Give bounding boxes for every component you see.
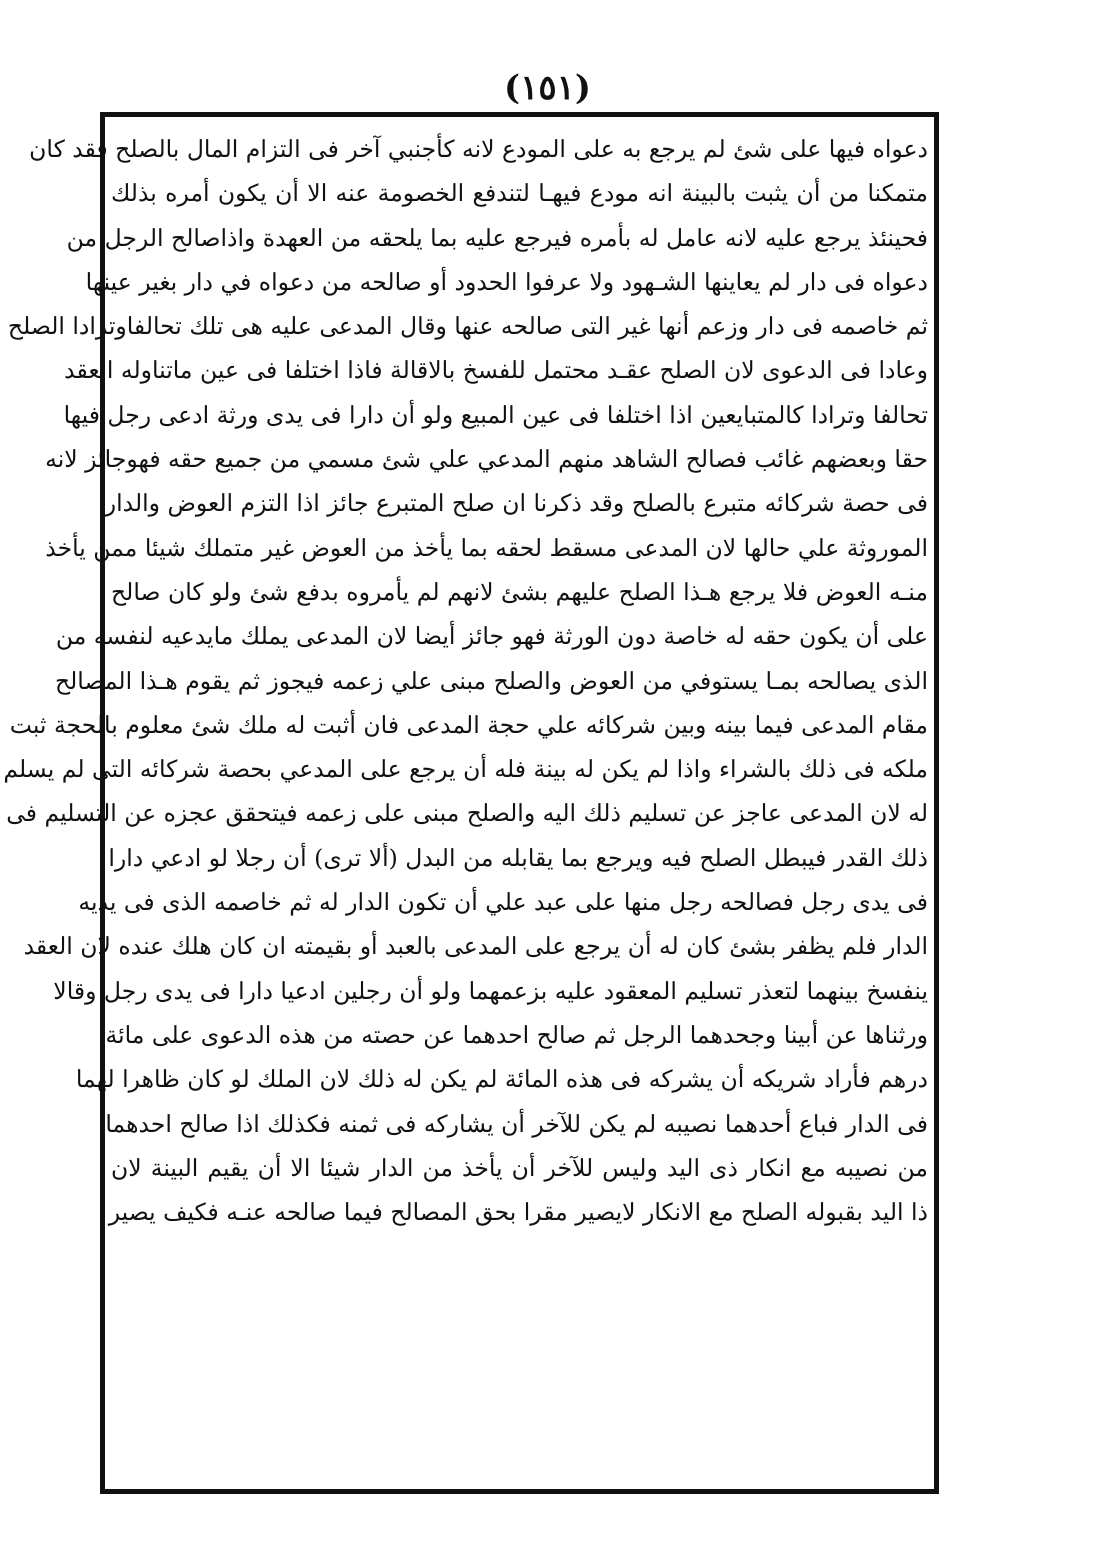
text-line: على أن يكون حقه له خاصة دون الورثة فهو جائز أيضا لان المدعى يملك مايدعيه لنفسه من (55, 622, 928, 651)
text-line: الموروثة علي حالها لان المدعى مسقط لحقه بما يأخذ من العوض غير متملك شيئا ممن يأخذ (45, 533, 928, 562)
text-line: حقا وبعضهم غائب فصالح الشاهد منهم المدعي علي شئ مسمي من جميع حقه فهوجائز لانه (45, 445, 928, 474)
text-line: ملكه فى ذلك بالشراء واذا لم يكن له بينة فله أن يرجع على المدعي بحصة شركائه التى لم يسلم (3, 755, 928, 784)
text-line: فى يدى رجل فصالحه رجل منها على عبد علي أن تكون الدار له ثم خاصمه الذى فى يديه (78, 888, 928, 917)
body-text (3, 127, 928, 1479)
page-number: (١٥١) (504, 68, 591, 108)
text-line: فى الدار فباع أحدهما نصيبه لم يكن للآخر أن يشاركه فى ثمنه فكذلك اذا صالح احدهما (105, 1109, 928, 1138)
text-line: ذا اليد بقبوله الصلح مع الانكار لايصير مقرا بحق المصالح فيما صالحه عنـه فكيف يصير (108, 1198, 928, 1227)
text-line: ورثناها عن أبينا وجحدهما الرجل ثم صالح احدهما عن حصته من هذه الدعوى على مائة (105, 1020, 928, 1049)
page-frame (3, 112, 939, 1494)
text-line: درهم فأراد شريكه أن يشركه فى هذه المائة لم يكن له ذلك لان الملك لو كان ظاهرا لهما (75, 1065, 928, 1094)
text-line: الدار فلم يظفر بشئ كان له أن يرجع على المدعى بالعبد أو بقيمته ان كان هلك عنده لان العقد (23, 932, 928, 961)
text-line: ذلك القدر فيبطل الصلح فيه ويرجع بما يقابله من البدل (ألا ترى) أن رجلا لو ادعي دارا (108, 843, 928, 872)
text-line: فى حصة شركائه متبرع بالصلح وقد ذكرنا ان صلح المتبرع جائز اذا التزم العوض والدار (104, 489, 928, 518)
text-line: تحالفا وترادا كالمتبايعين اذا اختلفا فى عين المبيع ولو أن دارا فى يدى ورثة ادعى رجل فيها (63, 400, 928, 429)
text-line: ينفسخ بينهما لتعذر تسليم المعقود عليه بزعمهما ولو أن رجلين ادعيا دارا فى يدى رجل وقالا (53, 976, 928, 1005)
text-line: وعادا فى الدعوى لان الصلح عقـد محتمل للفسخ بالاقالة فاذا اختلفا فى عين ماتناوله العقد (64, 356, 928, 385)
text-line: له لان المدعى عاجز عن تسليم ذلك اليه والصلح مبنى على زعمه فيتحقق عجزه عن التسليم فى (6, 799, 928, 828)
text-line: دعواه فيها على شئ لم يرجع به على المودع لانه كأجنبي آخر فى التزام المال بالصلح فقد كان (29, 135, 928, 163)
text-line: منـه العوض فلا يرجع هـذا الصلح عليهم بشئ لانهم لم يأمروه بدفع شئ ولو كان صالح (111, 577, 928, 606)
text-line: متمكنا من أن يثبت بالبينة انه مودع فيهـا لتندفع الخصومة عنه الا أن يكون أمره بذلك (111, 179, 928, 208)
text-line: من نصيبه مع انكار ذى اليد وليس للآخر أن يأخذ من الدار شيئا الا أن يقيم البينة لان (111, 1153, 928, 1182)
text-line: دعواه فى دار لم يعاينها الشـهود ولا عرفوا الحدود أو صالحه من دعواه في دار بغير عينها (85, 267, 928, 296)
text-line: ثم خاصمه فى دار وزعم أنها غير التى صالحه عنها وقال المدعى عليه هى تلك تحالفاوترادا الصلح (7, 312, 928, 341)
text-line: فحينئذ يرجع عليه لانه عامل له بأمره فيرجع عليه بما يلحقه من العهدة واذاصالح الرجل من (66, 223, 928, 252)
text-line: مقام المدعى فيما بينه وبين شركائه علي حجة المدعى فان أثبت له ملك شئ معلوم بالحجة ثبت (9, 710, 928, 739)
text-line: الذى يصالحه بمـا يستوفي من العوض والصلح مبنى علي زعمه فيجوز ثم يقوم هـذا المصالح (54, 666, 928, 695)
